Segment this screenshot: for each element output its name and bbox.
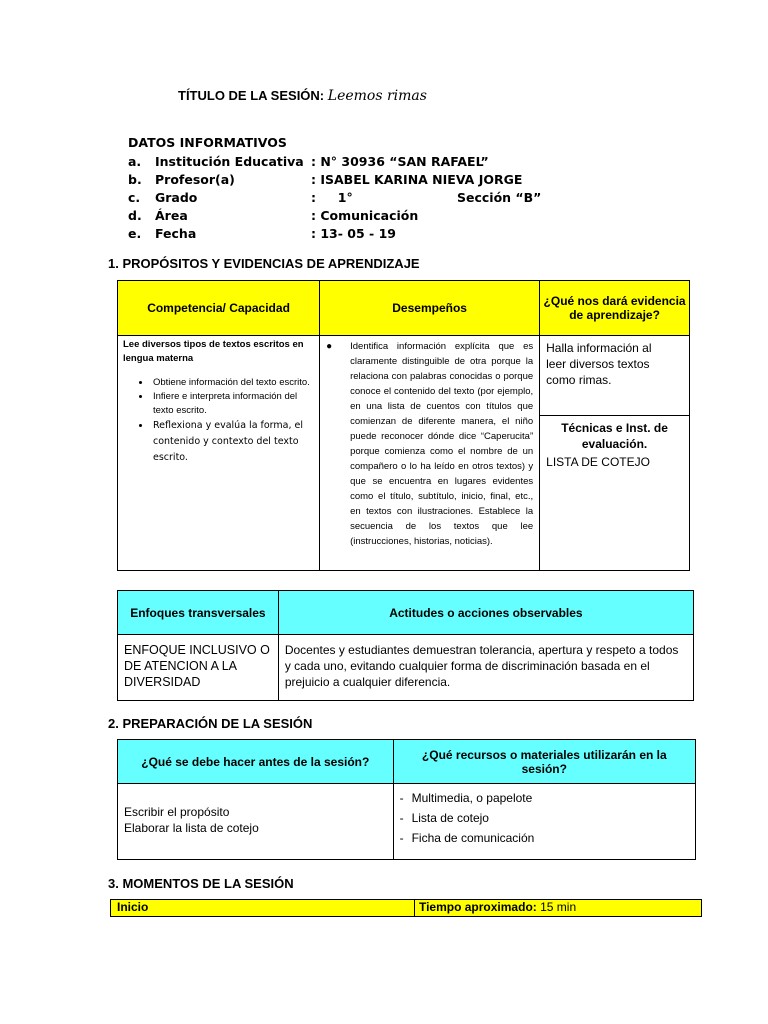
dash-icon: - [399,791,404,805]
recursos-list [400,788,689,848]
capacidad-item: • Reflexiona y evalúa la forma, el contenido y contexto del texto escrito. [151,418,315,466]
capacidad-item: • Obtiene información del texto escrito. [151,376,315,390]
header-enfoques: Enfoques transversales [118,591,279,635]
enfoque-cell [118,635,279,701]
header-competencia: Competencia/ Capacidad [118,281,320,336]
desempeno-wrap [326,339,533,549]
datos-value: : N° 30936 “SAN RAFAEL” [311,154,489,169]
evidencia-text: Halla información al leer diversos textos como rimas. [546,341,652,387]
datos-letter: e. [128,226,142,241]
datos-value: : Comunicación [311,208,419,223]
datos-letter: b. [128,172,142,187]
evidencia-cell [540,336,690,416]
datos-value: : 13- 05 - 19 [311,226,396,241]
header-recursos: ¿Qué recursos o materiales utilizarán en la sesión? [393,740,695,784]
recurso-item [400,808,689,828]
tiempo-value: 15 min [540,900,577,914]
recurso-item [400,828,689,848]
session-title [178,88,427,104]
tiempo-label: Tiempo aproximado: [418,900,537,914]
datos-seccion: Sección “B” [457,190,542,205]
recurso-item [400,788,689,808]
tecnicas-cell [540,416,690,571]
capacidades-list [123,376,315,466]
recursos-cell [393,784,695,860]
actitud-text: Docentes y estudiantes demuestran tolerancia, apertura y respeto a todos y cada uno, evitando cualquier forma de discriminación basada en el prejuicio a cualquier diferencia. [284,643,679,689]
datos-label: Institución Educativa [155,154,304,169]
tecnicas-value: LISTA DE COTEJO [546,455,650,469]
session-title-label: TÍTULO DE LA SESIÓN: [178,88,325,103]
section1-heading: 1. PROPÓSITOS Y EVIDENCIAS DE APRENDIZAJE [108,256,420,271]
antes-cell [118,784,394,860]
datos-letter: a. [128,154,142,169]
datos-label: Fecha [155,226,197,241]
inicio-cell: Inicio [111,900,415,917]
bullet-icon: ● [326,341,333,352]
section3-heading: 3. MOMENTOS DE LA SESIÓN [108,876,294,891]
datos-label: Área [155,208,188,223]
datos-label: Profesor(a) [155,172,235,187]
header-evidencia: ¿Qué nos dará evidencia de aprendizaje? [540,281,690,336]
session-title-value: Leemos rimas [327,88,427,104]
datos-letter: c. [128,190,141,205]
header-desempenos: Desempeños [320,281,540,336]
section2-heading: 2. PREPARACIÓN DE LA SESIÓN [108,716,313,731]
tecnicas-title: Técnicas e Inst. de evaluación. [561,421,668,451]
recurso-text: Multimedia, o papelote [411,791,533,805]
antes-item: Escribir el propósito [124,805,230,819]
desempeno-text: Identifica información explícita que es claramente distinguible de otra porque la relaciona con palabras conocidas o porque conoce el contenido del texto (por ejemplo, en una lista de cuentos con títulos que comienzan de diferente manera, el niño puede reconocer dónde dice “Caperucita” porque comienza como el nombre de un compañero o lo ha leído en otros textos) y que se encuentra en lugares evidentes como el título, subtítulo, inicio, final, etc., en textos con ilustraciones. Establece la secuencia de los textos que lee (instrucciones, historias, noticias). [350,341,534,547]
propositos-table [117,280,690,571]
enfoque-text: ENFOQUE INCLUSIVO O DE ATENCION A LA DIVERSIDAD [124,643,270,689]
dash-icon: - [399,831,404,845]
dash-icon: - [399,811,404,825]
header-actitudes: Actitudes o acciones observables [278,591,693,635]
competencia-title: Lee diversos tipos de textos escritos en lengua materna [123,339,304,364]
desempeno-cell [320,336,540,571]
datos-heading: DATOS INFORMATIVOS [128,135,287,150]
datos-value: : ISABEL KARINA NIEVA JORGE [311,172,523,187]
datos-value: : 1° [311,190,353,205]
datos-label: Grado [155,190,198,205]
recurso-text: Ficha de comunicación [411,831,535,845]
tiempo-cell [414,900,701,917]
capacidad-item: • Infiere e interpreta información del texto escrito. [151,390,315,418]
antes-item: Elaborar la lista de cotejo [124,821,259,835]
datos-letter: d. [128,208,142,223]
recurso-text: Lista de cotejo [411,811,489,825]
preparacion-table [117,739,696,860]
actitud-cell [278,635,693,701]
enfoques-table [117,590,694,701]
header-antes: ¿Qué se debe hacer antes de la sesión? [118,740,394,784]
momentos-table [110,899,702,917]
competencia-cell [118,336,320,571]
